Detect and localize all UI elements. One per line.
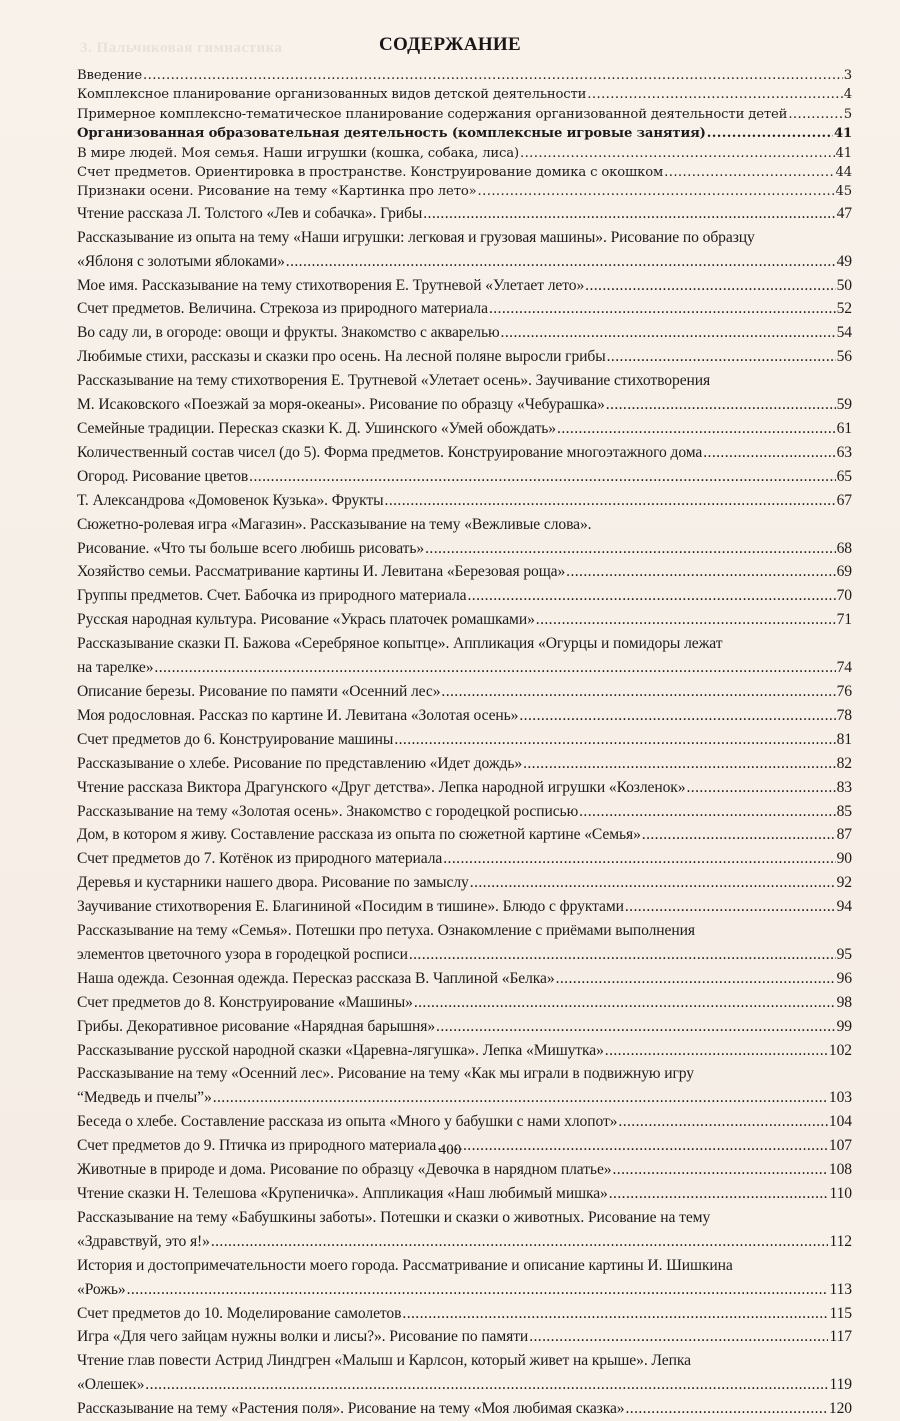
dot-leader <box>470 871 836 895</box>
toc-entry-text: Грибы. Декоративное рисование «Нарядная барышня» <box>77 1017 436 1035</box>
dot-leader <box>609 1182 829 1206</box>
dot-leader <box>566 560 835 584</box>
toc-entry <box>77 1015 852 1039</box>
toc-entry <box>77 560 852 584</box>
toc-entry-text: Организованная образовательная деятельность (комплексные игровые занятия) <box>77 126 706 142</box>
toc-page-number: 98 <box>836 993 852 1011</box>
toc-entry <box>77 274 852 298</box>
dot-leader <box>788 105 842 124</box>
dot-leader <box>625 895 836 919</box>
toc-entry <box>77 1349 852 1397</box>
toc-entry <box>77 1397 852 1421</box>
toc-entry-text: Т. Александрова «Домовенок Кузька». Фрукты <box>77 491 384 509</box>
dot-leader <box>579 800 835 824</box>
dot-leader <box>642 823 836 847</box>
dot-leader <box>501 321 836 345</box>
toc-entry <box>77 967 852 991</box>
dot-leader <box>385 489 836 513</box>
toc-entry <box>77 871 852 895</box>
toc-entry-text: Чтение глав повести Астрид Линдгрен «Малыш и Карлсон, который живет на крыше». Лепка <box>77 1352 691 1370</box>
toc-page-number: 41 <box>833 126 852 142</box>
bleed-through-text: 3. Пальчиковая гимнастика <box>80 40 283 56</box>
toc-page-number: 44 <box>835 165 852 181</box>
toc-entry-text: Описание березы. Рисование по памяти «Осенний лес» <box>77 682 441 700</box>
toc-page-number: 59 <box>836 396 852 414</box>
toc-page-number: 45 <box>835 184 852 200</box>
toc-page-number: 78 <box>836 706 852 724</box>
dot-leader <box>536 608 836 632</box>
toc-entry <box>77 1110 852 1134</box>
toc-page-number: 82 <box>836 754 852 772</box>
toc-entry-text: элементов цветочного узора в городецкой росписи <box>77 945 408 963</box>
dot-leader <box>664 163 834 182</box>
dot-leader <box>489 297 836 321</box>
toc-entry <box>77 417 852 441</box>
dot-leader <box>211 1230 829 1254</box>
toc-entry-text: Огород. Рисование цветов <box>77 467 249 485</box>
toc-page-number: 115 <box>829 1304 852 1322</box>
toc-page-number: 5 <box>843 106 852 122</box>
dot-leader <box>625 1397 827 1421</box>
page-title: СОДЕРЖАНИЕ <box>379 34 521 55</box>
toc-entry <box>77 1325 852 1349</box>
toc-entry <box>77 895 852 919</box>
toc-entry-text: Примерное комплексно-тематическое планирование содержания организованной деятельности детей <box>77 106 788 122</box>
toc-page-number: 107 <box>828 1137 852 1155</box>
toc-page-number: 76 <box>836 682 852 700</box>
toc-entry-text: Наша одежда. Сезонная одежда. Пересказ рассказа В. Чаплиной «Белка» <box>77 969 555 987</box>
toc-entry-text: Рассказывание сказки П. Бажова «Серебряное копытце». Аппликация «Огурцы и помидоры лежат <box>77 635 723 653</box>
toc-entry-text: Счет предметов до 7. Котёнок из природного материала <box>77 850 443 868</box>
dot-leader <box>612 1158 827 1182</box>
toc-page-number: 69 <box>836 563 852 581</box>
dot-leader <box>154 656 835 680</box>
toc-entry <box>77 584 852 608</box>
toc-entry <box>77 680 852 704</box>
dot-leader <box>414 991 836 1015</box>
toc-entry-text: Группы предметов. Счет. Бабочка из природного материала <box>77 587 467 605</box>
toc-entry-text: В мире людей. Моя семья. Наши игрушки (кошка, собака, лиса) <box>77 145 519 161</box>
toc-entry-text: Счет предметов до 6. Конструирование машины <box>77 730 394 748</box>
toc-entry-text: «Яблоня с золотыми яблоками» <box>77 252 285 270</box>
toc-entry <box>77 144 852 163</box>
toc-entry-text: Хозяйство семьи. Рассматривание картины И. Левитана «Березовая роща» <box>77 563 566 581</box>
toc-entry <box>77 800 852 824</box>
toc-entry-text: Рассказывание русской народной сказки «Царевна-лягушка». Лепка «Мишутка» <box>77 1041 604 1059</box>
toc-page-number: 85 <box>836 802 852 820</box>
toc-page-number: 61 <box>836 420 852 437</box>
dot-leader <box>423 202 835 226</box>
toc-page-number: 117 <box>829 1328 852 1346</box>
toc-entry <box>77 847 852 871</box>
dot-leader <box>443 847 835 871</box>
toc-entry <box>77 513 852 561</box>
toc-page-number: 90 <box>836 850 852 868</box>
toc-page-number: 50 <box>836 276 852 294</box>
dot-leader <box>703 441 835 465</box>
toc-entry-text: История и достопримечательности моего города. Рассматривание и описание картины И. Шишкина <box>77 1256 733 1274</box>
toc-page-number: 67 <box>836 491 852 509</box>
toc-entry-text: Счет предметов. Величина. Стрекоза из природного материала <box>77 300 488 318</box>
toc-entry-text: на тарелке» <box>77 659 154 677</box>
toc-entry <box>77 441 852 465</box>
toc-entry <box>77 608 852 632</box>
toc-entry-text: Моя родословная. Рассказ по картине И. Левитана «Золотая осень» <box>77 706 519 724</box>
toc-entry <box>77 704 852 728</box>
toc-entry <box>77 1254 852 1302</box>
dot-leader <box>585 274 835 298</box>
toc-entry-text: М. Исаковского «Поезжай за моря-океаны». Рисование по образцу «Чебурашка» <box>77 396 605 414</box>
toc-entry <box>77 823 852 847</box>
dot-leader <box>556 967 836 991</box>
toc-entry <box>77 345 852 369</box>
dot-leader <box>707 124 833 143</box>
dot-leader <box>605 1039 828 1063</box>
dot-leader <box>523 752 836 776</box>
toc-entry <box>77 776 852 800</box>
toc-entry-text: Рассказывание на тему «Растения поля». Рисование на тему «Моя любимая сказка» <box>77 1400 625 1418</box>
dot-leader <box>402 1302 828 1326</box>
dot-leader <box>529 1325 828 1349</box>
toc-entry-text: Деревья и кустарники нашего двора. Рисование по замыслу <box>77 874 469 892</box>
toc-entry-text: «Рожь» <box>77 1280 126 1298</box>
toc-entry-text: Семейные традиции. Пересказ сказки К. Д. Ушинского «Умей обождать» <box>77 420 557 437</box>
toc-entry-text: Введение <box>77 68 143 83</box>
dot-leader <box>686 776 835 800</box>
toc-entry-text: Русская народная культура. Рисование «Укрась платочек ромашками» <box>77 611 535 629</box>
toc-page-number: 99 <box>836 1017 852 1035</box>
toc-page-number: 4 <box>843 87 852 103</box>
toc-entry <box>77 369 852 417</box>
toc-page-number: 113 <box>829 1280 852 1298</box>
dot-leader <box>143 66 843 85</box>
toc-page-number: 41 <box>835 145 852 161</box>
toc-entry <box>77 465 852 489</box>
toc-page-number: 74 <box>836 659 852 677</box>
toc-entry-text: Рассказывание из опыта на тему «Наши игрушки: легковая и грузовая машины». Рисование по образцу <box>77 228 755 246</box>
toc-entry <box>77 991 852 1015</box>
toc-entry-text: “Медведь и пчелы”» <box>77 1089 212 1107</box>
toc-entry-text: Комплексное планирование организованных видов детской деятельности <box>77 87 587 103</box>
toc-page-number: 70 <box>836 587 852 605</box>
toc-page-number: 63 <box>836 443 852 461</box>
dot-leader <box>145 1373 828 1397</box>
toc-entry <box>77 66 852 85</box>
toc-entry-text: Во саду ли, в огороде: овощи и фрукты. Знакомство с акварелью <box>77 324 500 342</box>
toc-page-number: 49 <box>836 252 852 270</box>
dot-leader <box>213 1086 828 1110</box>
dot-leader <box>519 704 835 728</box>
toc-entry <box>77 728 852 752</box>
toc-entry <box>77 752 852 776</box>
toc-page-number: 108 <box>828 1161 852 1179</box>
toc-page-number: 81 <box>836 730 852 748</box>
toc-entry <box>77 1182 852 1206</box>
toc-entry-text: Заучивание стихотворения Е. Благининой «Посидим в тишине». Блюдо с фруктами <box>77 898 624 916</box>
dot-leader <box>606 393 836 417</box>
toc-entry-text: Животные в природе и дома. Рисование по образцу «Девочка в нарядном платье» <box>77 1161 612 1179</box>
toc-entry <box>77 124 852 143</box>
toc-entry-text: Чтение рассказа Л. Толстого «Лев и собачка». Грибы <box>77 204 423 222</box>
toc-entry-text: Рассказывание на тему «Бабушкины заботы». Потешки и сказки о животных. Рисование на тему <box>77 1208 711 1226</box>
toc-page-number: 120 <box>828 1400 852 1418</box>
toc-entry <box>77 321 852 345</box>
toc-page-number: 71 <box>836 611 852 629</box>
dot-leader <box>441 680 835 704</box>
toc-page-number: 47 <box>836 204 852 222</box>
toc-entry-text: Счет предметов до 9. Птичка из природного материала <box>77 1137 437 1155</box>
toc-page-number: 110 <box>829 1185 852 1202</box>
toc-entry-text: Рассказывание на тему стихотворения Е. Трутневой «Улетает осень». Заучивание стихотворения <box>77 372 711 390</box>
toc-entry <box>77 919 852 967</box>
toc-page-number: 54 <box>836 324 852 342</box>
toc-entry-text: Счет предметов до 8. Конструирование «Машины» <box>77 993 413 1011</box>
table-of-contents <box>77 66 852 1421</box>
dot-leader <box>478 182 835 201</box>
toc-page-number: 102 <box>828 1041 852 1059</box>
toc-entry-text: Любимые стихи, рассказы и сказки про осень. На лесной поляне выросли грибы <box>77 348 606 366</box>
toc-entry <box>77 85 852 104</box>
dot-leader <box>436 1015 836 1039</box>
page-number: 400 <box>438 1142 462 1158</box>
toc-entry <box>77 1039 852 1063</box>
toc-entry-text: «Олешек» <box>77 1376 145 1394</box>
toc-entry-text: «Здравствуй, это я!» <box>77 1232 210 1250</box>
toc-entry <box>77 297 852 321</box>
toc-entry-text: Чтение рассказа Виктора Драгунского «Друг детства». Лепка народной игрушки «Козленок» <box>77 778 686 796</box>
toc-entry <box>77 226 852 274</box>
toc-entry <box>77 1062 852 1110</box>
toc-entry-text: Счет предметов до 10. Моделирование самолетов <box>77 1304 402 1322</box>
toc-entry <box>77 1302 852 1326</box>
toc-entry-text: Рисование. «Что ты больше всего любишь рисовать» <box>77 539 425 557</box>
toc-page-number: 103 <box>828 1089 852 1107</box>
dot-leader <box>618 1110 828 1134</box>
toc-page-number: 112 <box>829 1232 852 1250</box>
toc-page-number: 119 <box>829 1376 852 1394</box>
dot-leader <box>286 250 836 274</box>
dot-leader <box>467 584 835 608</box>
dot-leader <box>249 465 835 489</box>
toc-entry-text: Сюжетно-ролевая игра «Магазин». Рассказывание на тему «Вежливые слова». <box>77 515 592 533</box>
toc-entry <box>77 202 852 226</box>
toc-entry-text: Рассказывание на тему «Золотая осень». Знакомство с городецкой росписью <box>77 802 579 820</box>
toc-entry-text: Беседа о хлебе. Составление рассказа из опыта «Много у бабушки с нами хлопот» <box>77 1113 618 1131</box>
toc-entry-text: Количественный состав чисел (до 5). Форма предметов. Конструирование многоэтажного дома <box>77 443 703 461</box>
dot-leader <box>587 85 842 104</box>
toc-entry-text: Дом, в котором я живу. Составление рассказа из опыта по сюжетной картине «Семья» <box>77 826 641 844</box>
toc-page-number: 68 <box>836 539 852 557</box>
toc-page-number: 104 <box>828 1113 852 1131</box>
toc-entry <box>77 1158 852 1182</box>
dot-leader <box>409 943 836 967</box>
toc-entry <box>77 489 852 513</box>
toc-entry <box>77 1206 852 1254</box>
toc-entry <box>77 632 852 680</box>
dot-leader <box>557 417 836 441</box>
toc-page-number: 94 <box>836 898 852 916</box>
toc-entry-text: Счет предметов. Ориентировка в пространстве. Конструирование домика с окошком <box>77 165 664 181</box>
dot-leader <box>127 1278 829 1302</box>
toc-entry-text: Игра «Для чего зайцам нужны волки и лисы?». Рисование по памяти <box>77 1328 529 1346</box>
dot-leader <box>607 345 836 369</box>
toc-entry-text: Рассказывание на тему «Семья». Потешки про петуха. Ознакомление с приёмами выполнения <box>77 922 695 940</box>
toc-entry <box>77 105 852 124</box>
toc-page-number: 95 <box>836 945 852 963</box>
toc-entry-text: Рассказывание на тему «Осенний лес». Рисование на тему «Как мы играли в подвижную игру <box>77 1065 694 1083</box>
toc-entry-text: Рассказывание о хлебе. Рисование по представлению «Идет дождь» <box>77 754 523 772</box>
toc-page-number: 87 <box>836 826 852 844</box>
dot-leader <box>520 144 835 163</box>
toc-entry-text: Чтение сказки Н. Телешова «Крупеничка». Аппликация «Наш любимый мишка» <box>77 1185 608 1202</box>
toc-page-number: 56 <box>836 348 852 366</box>
toc-page-number: 83 <box>836 778 852 796</box>
toc-page-number: 96 <box>836 969 852 987</box>
dot-leader <box>425 537 836 561</box>
toc-entry-text: Мое имя. Рассказывание на тему стихотворения Е. Трутневой «Улетает лето» <box>77 276 585 294</box>
toc-page-number: 52 <box>836 300 852 318</box>
toc-entry <box>77 182 852 201</box>
toc-entry <box>77 163 852 182</box>
toc-page-number: 3 <box>843 68 852 83</box>
dot-leader <box>394 728 835 752</box>
toc-page-number: 92 <box>836 874 852 892</box>
toc-entry-text: Признаки осени. Рисование на тему «Картинка про лето» <box>77 184 477 200</box>
toc-page-number: 65 <box>836 467 852 485</box>
